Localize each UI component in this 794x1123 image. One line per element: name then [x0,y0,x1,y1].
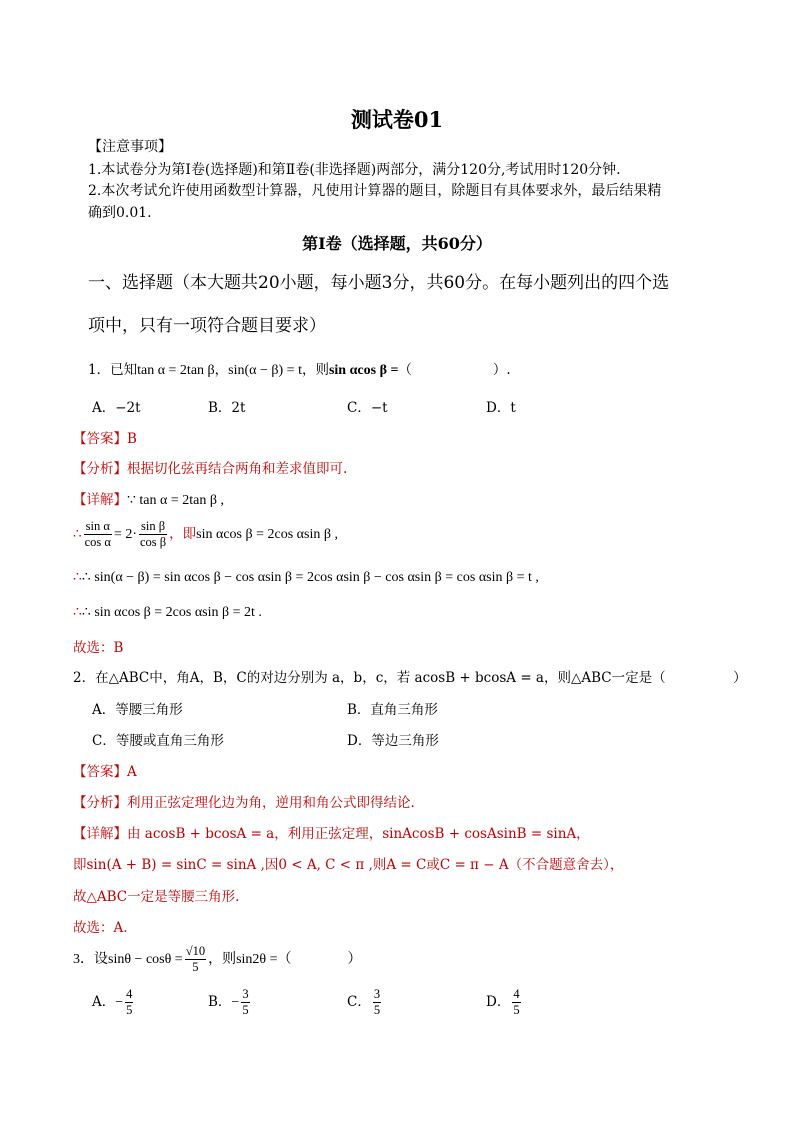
q3-c-label: C． [347,994,371,1010]
notice-line-3: 确到0.01. [88,205,152,221]
notice-line-2: 2.本次考试允许使用函数型计算器，凡使用计算器的题目，除题目有具体要求外，最后结果精 [88,183,662,199]
q1-detail-2 [73,514,338,555]
q2-answer-label: 【答案】 [73,764,127,780]
q1-fraction-2 [139,519,167,550]
q2-detail-1-text: 由 acosB + bcosA = a，利用正弦定理，sinAcosB + cosAsinB = sinA， [127,826,590,842]
q3-d-fraction [512,987,520,1018]
q1-paren: （ ）. [398,362,511,378]
q1-answer-value: B [127,431,137,447]
section-heading: 第Ⅰ卷（选择题，共60分） [302,234,492,253]
q3-fraction [185,944,206,975]
q2-analysis-text: 利用正弦定理化边为角，逆用和角公式即得结论. [127,795,415,811]
q3-a-num: 4 [126,987,133,1001]
q2-detail-2: 即sin(A + B) = sinC = sinA ,因0 < A, C < π ,则A = C或C = π − A（不合题意舍去）， [73,857,624,873]
notice-line-1: 1.本试卷分为第Ⅰ卷(选择题)和第Ⅱ卷(非选择题)两部分，满分120分,考试用时120分钟. [88,162,621,178]
q2-option-b: B．直角三角形 [347,702,438,718]
q2-final: 故选：A. [73,920,128,936]
q1-detail-2-mid: = 2· [113,527,137,542]
q3-a-den: 5 [126,1003,133,1017]
q2-option-a: A．等腰三角形 [92,702,183,718]
q1-detail-4-text: ∴ sin αcos β = 2cos αsin β = 2t . [81,605,262,620]
q3-option-c [347,984,383,1021]
question-1-stem [88,358,511,379]
q3-b-sign: − [231,995,240,1010]
q2-detail-label: 【详解】 [73,826,127,842]
q3-d-num: 4 [513,987,520,1001]
q1-target: sin αcos β = [328,363,399,378]
q3-d-den: 5 [513,1003,520,1017]
q1-detail-2-pre: ∴ [73,526,82,542]
q2-option-d: D．等边三角形 [347,733,439,749]
notice-heading: 【注意事项】 [88,139,172,155]
q1-detail-2-tail: ，即 [169,526,197,542]
q3-option-b [208,984,252,1021]
q1-frac-2-den: cos β [140,535,167,549]
q3-b-label: B． [208,994,232,1010]
q3-a-sign: − [115,995,124,1010]
q1-detail-label: 【详解】 [73,492,127,508]
q1-sep: ， [214,362,229,378]
q1-fraction-1 [84,519,112,550]
q3-frac-den: 5 [192,960,199,974]
q3-a-label: A． [92,994,116,1010]
q2-answer [73,760,137,780]
q3-a-fraction [125,987,133,1018]
q1-option-a: A．−2t [92,400,141,416]
q1-frac-1-num: sin α [84,519,112,535]
q1-frac-2-num: sin β [139,519,167,535]
q1-option-b: B．2t [208,400,246,416]
q3-frac-num: √10 [185,944,206,958]
q1-prefix: 1．已知 [88,362,138,378]
q2-analysis-label: 【分析】 [73,795,127,811]
q3-prefix: 3．设sinθ − cosθ = [73,952,183,967]
q3-b-num: 3 [242,987,249,1001]
q2-detail-1 [73,822,590,842]
q1-answer-label: 【答案】 [73,431,127,447]
q1-analysis-text: 根据切化弦再结合两角和差求值即可. [127,461,348,477]
part-heading-line-2: 项中，只有一项符合题目要求） [88,316,326,336]
q1-answer [73,427,137,447]
q3-b-fraction [241,987,249,1018]
q1-detail-1 [73,488,224,509]
q2-answer-value: A [127,764,137,780]
q3-mid: ，则sin2θ =（ ） [208,952,362,967]
q1-analysis-label: 【分析】 [73,461,127,477]
page-title: 测试卷01 [350,107,444,132]
part-heading-line-1: 一、选择题（本大题共20小题，每小题3分，共60分。在每小题列出的四个选 [88,273,670,293]
q1-detail-2-eq: sin αcos β = 2cos αsin β , [196,527,338,542]
q3-c-den: 5 [373,1003,381,1017]
q2-detail-3: 故△ABC一定是等腰三角形. [73,889,240,905]
q1-condition-1: tan α = 2tan β [137,363,215,378]
q3-c-fraction [373,987,381,1018]
q1-detail-3-text: ∴ sin(α − β) = sin αcos β − cos αsin β = 2cos αsin β − cos αsin β = cos αsin β = t , [81,570,539,585]
q1-ask: ，则 [301,362,329,378]
q2-option-c: C．等腰或直角三角形 [92,733,224,749]
q1-frac-1-den: cos α [84,535,111,549]
question-2-stem: 2．在△ABC中，角A，B，C的对边分别为 a，b，c，若 acosB + bcosA = a，则△ABC一定是（ ） [73,670,747,686]
q3-option-d [486,984,523,1021]
q3-b-den: 5 [242,1003,249,1017]
q1-option-d: D．t [486,400,516,416]
q3-c-num: 3 [373,987,381,1001]
q1-option-c: C．−t [347,400,388,416]
q1-detail-1-text: ∵ tan α = 2tan β , [127,493,224,508]
q3-d-label: D． [486,994,511,1010]
q1-analysis [73,457,347,477]
q1-detail-4: ∴∴ sin αcos β = 2cos αsin β = 2t . [73,604,262,620]
q3-option-a [92,984,135,1021]
q1-detail-3: ∴∴ sin(α − β) = sin αcos β − cos αsin β = 2cos αsin β − cos αsin β = cos αsin β = t , [73,569,539,585]
q1-final: 故选：B [73,640,124,656]
q2-analysis [73,791,415,811]
question-3-stem [73,940,362,979]
q1-condition-2: sin(α − β) = t [228,363,302,378]
